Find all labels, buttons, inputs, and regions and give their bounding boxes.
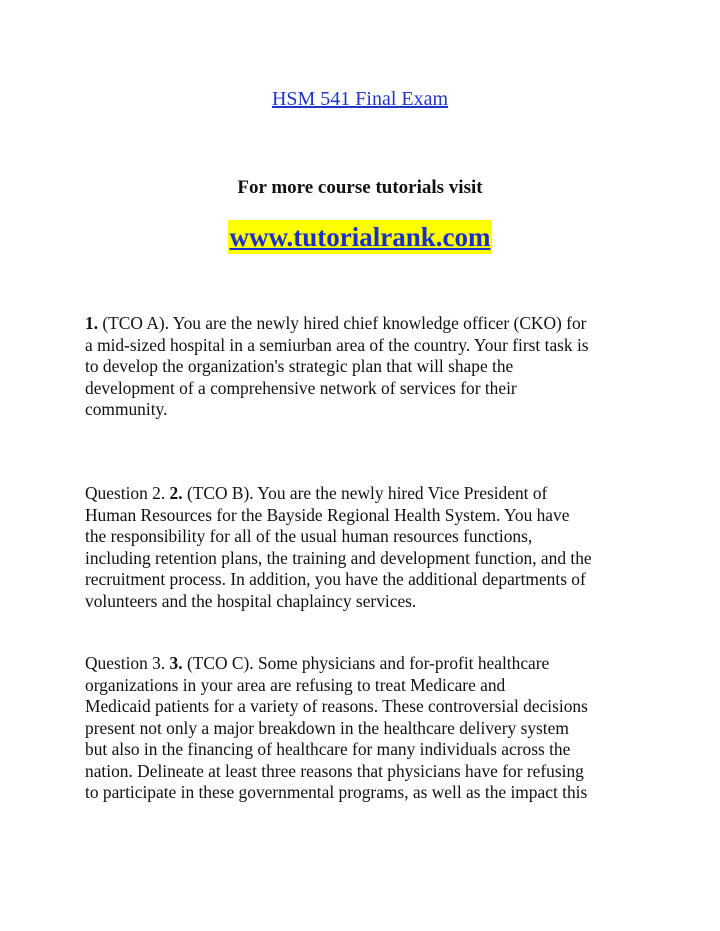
question-line: Medicaid patients for a variety of reasons. These controversial decisions (85, 696, 588, 716)
question-line: to develop the organization's strategic plan that will shape the (85, 356, 514, 376)
site-link[interactable]: www.tutorialrank.com (229, 222, 491, 252)
question-text: (TCO C). Some physicians and for-profit healthcare (182, 653, 550, 673)
question-line: volunteers and the hospital chaplaincy services. (85, 590, 417, 611)
question-3 (85, 653, 645, 804)
question-text: (TCO A). You are the newly hired chief knowledge officer (CKO) for (98, 313, 587, 333)
question-line: development of a comprehensive network of services for their (85, 377, 517, 398)
question-line: community. (85, 399, 168, 419)
question-prefix: Question 2. (85, 483, 170, 503)
question-line: present not only a major breakdown in the healthcare delivery system (85, 717, 569, 738)
question-1 (85, 313, 645, 421)
question-number: 3. (169, 653, 183, 673)
question-line (85, 313, 645, 335)
question-line (85, 483, 645, 505)
site-line (0, 220, 720, 254)
question-line: organizations in your area are refusing to treat Medicare and (85, 674, 506, 695)
question-line (85, 653, 645, 675)
question-line: recruitment process. In addition, you have the additional departments of (85, 569, 586, 589)
visit-text: For more course tutorials visit (237, 177, 483, 198)
question-number: 2. (169, 483, 183, 503)
question-prefix: Question 3. (85, 653, 170, 673)
question-2 (85, 483, 645, 612)
question-line: the responsibility for all of the usual human resources functions, (85, 526, 533, 546)
exam-title-link[interactable]: HSM 541 Final Exam (271, 88, 449, 110)
question-line: a mid-sized hospital in a semiurban area of the country. Your first task is (85, 334, 589, 355)
question-number: 1. (85, 313, 99, 333)
question-line: including retention plans, the training and development function, and the (85, 547, 592, 568)
question-line: nation. Delineate at least three reasons that physicians have for refusing (85, 760, 584, 781)
title-line (0, 86, 720, 112)
question-line: Human Resources for the Bayside Regional Health System. You have (85, 504, 570, 525)
question-text: (TCO B). You are the newly hired Vice President of (182, 483, 548, 503)
question-line: to participate in these governmental programs, as well as the impact this (85, 782, 588, 802)
question-line: but also in the financing of healthcare for many individuals across the (85, 739, 571, 759)
